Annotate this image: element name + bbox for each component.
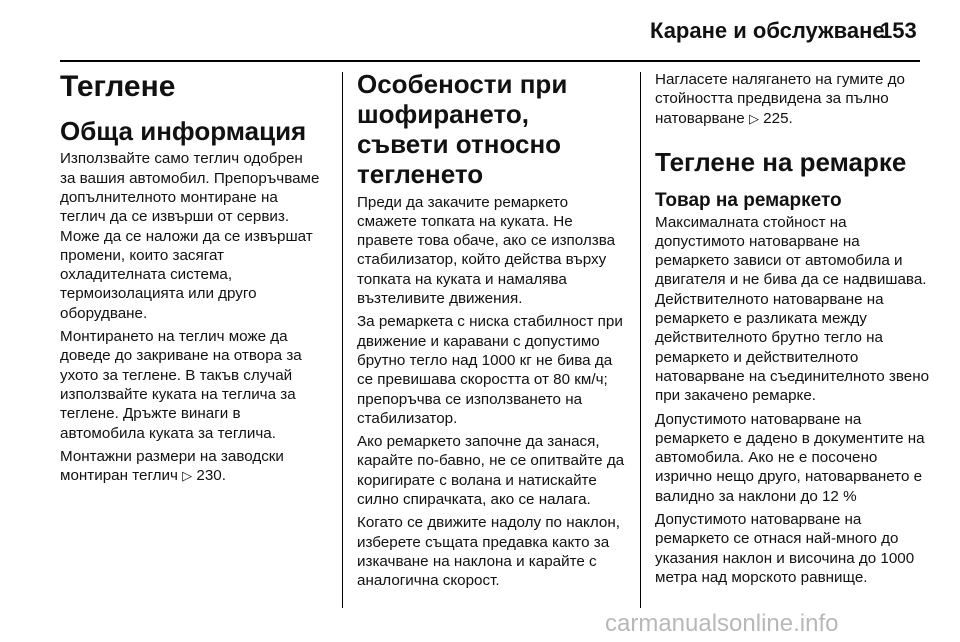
watermark: carmanualsonline.info: [605, 610, 839, 637]
subheading-trailer-load: Товар на ремаркето: [655, 189, 842, 211]
page-reference-icon: ▷: [748, 110, 759, 126]
paragraph-with-reference: [60, 447, 322, 486]
running-header-title: Каране и обслужване: [650, 18, 885, 43]
page-reference-icon: ▷: [182, 468, 193, 484]
page-reference-link[interactable]: 225.: [763, 109, 793, 127]
column-divider-1: [342, 72, 343, 608]
page-number: 153: [880, 18, 917, 43]
section-heading-trailer-towing: Теглене на ремарке: [655, 146, 907, 177]
column-3: [655, 70, 930, 587]
paragraph: Допустимото натоварване на ремаркето се отнася най-много до указания наклон и височина до 1000 метра над морското равнище.: [655, 511, 915, 586]
paragraph: Използвайте само теглич одобрен за вашия автомобил. Препоръчваме допълнителното монтиране на теглич да се извърши от сервиз. Може да се наложи да се извършат промени, които засягат охладителната система, термоизолацията или друго оборудване.: [60, 150, 320, 322]
paragraph: Ако ремаркето започне да занася, карайте по-бавно, не се опитвайте да коригирате с волана и натискайте силно спирачката, ако се налага.: [357, 433, 625, 509]
paragraph-with-reference: [655, 70, 930, 128]
column-2: [357, 70, 627, 591]
paragraph: Максималната стойност на допустимото натоварване на ремаркето зависи от автомобила и двигателя и не бива да се надвишава. Действителното натоварване на ремаркето е разликата между действителното брутно тегло на ремаркето и действителното натоварване на съединителното звено при закачено ремарке.: [655, 213, 930, 405]
paragraph: Когато се движите надолу по наклон, изберете същата предавка както за изкачване на наклона и карайте с аналогична скорост.: [357, 514, 620, 590]
paragraph: Преди да закачите ремаркето смажете топката на куката. Не правете това обаче, ако се използва стабилизатор, който действа върху топката на куката и намалява възтеливите движения.: [357, 193, 616, 308]
header-rule: [60, 60, 920, 62]
paragraph: Монтирането на теглич може да доведе до закриване на отвора за ухото за теглене. В такъв случай използвайте куката на теглича за теглене. Дръжте винаги в автомобила куката за теглича.: [60, 328, 302, 442]
column-divider-2: [640, 72, 641, 608]
paragraph-text: Нагласете налягането на гумите до стойността предвидена за пълно натоварване: [655, 71, 905, 127]
subheading-general-info: Обща информация: [60, 115, 307, 146]
paragraph: Допустимото натоварване на ремаркето е дадено в документите на автомобила. Ако не е посочено изрично нещо друго, натоварването е валидно за наклони до 12 %: [655, 410, 925, 505]
paragraph-text: Монтажни размери на заводски монтиран теглич: [60, 447, 284, 485]
section-heading-towing: Теглене: [60, 70, 176, 103]
page-reference-link[interactable]: 230.: [196, 467, 226, 485]
paragraph: За ремаркета с ниска стабилност при движение и каравани с допустимо брутно тегло над 1000 кг не бива да се превишава скоростта от 80 км/ч; препоръчва се използването на стабилизатор.: [357, 313, 623, 427]
column-1: [60, 70, 322, 485]
section-heading-driving-tips: Особености при шофирането, съвети относно тегленето: [357, 69, 568, 189]
